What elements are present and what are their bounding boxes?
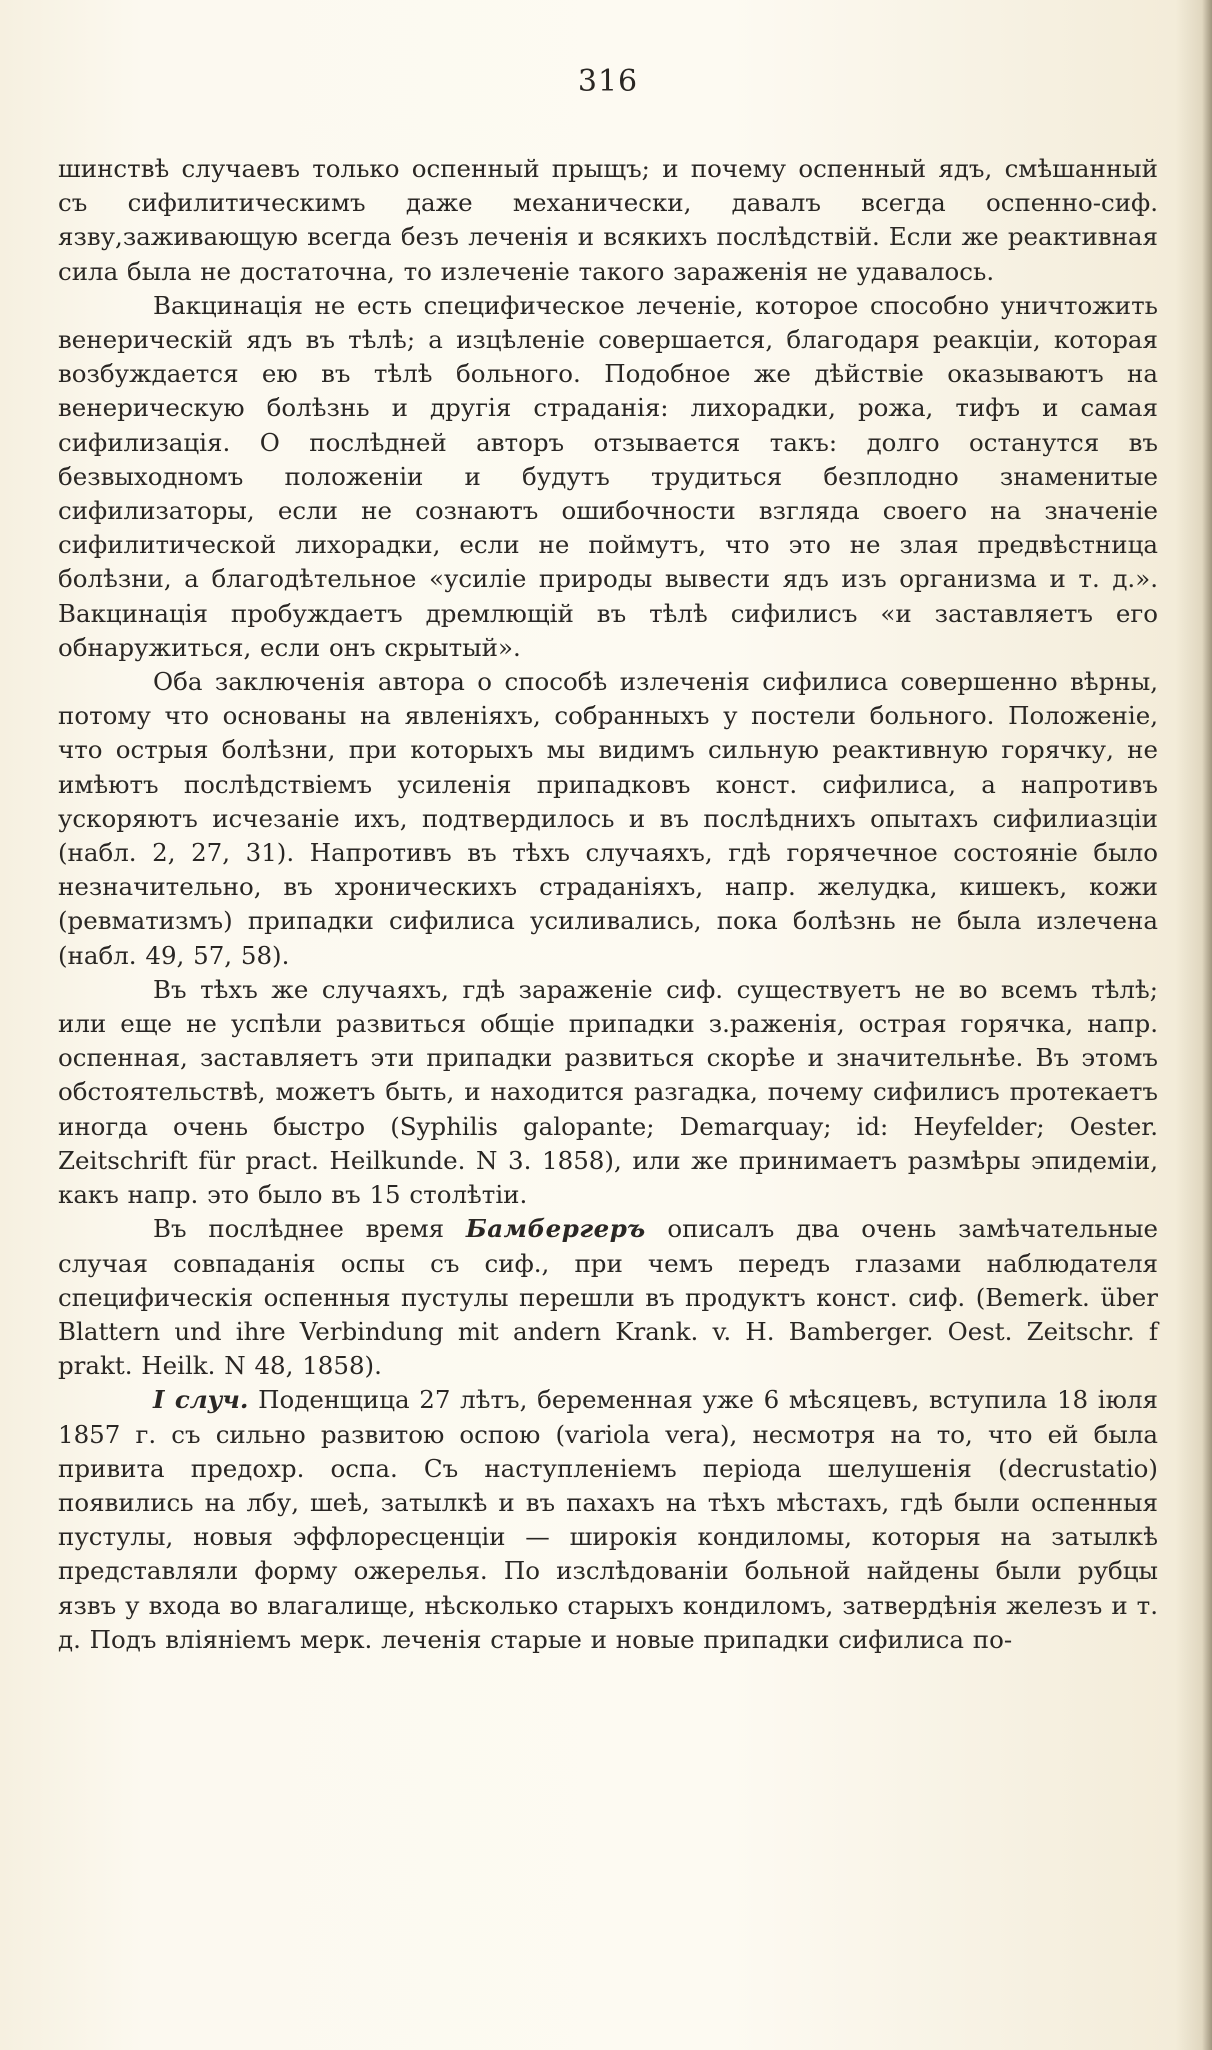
paragraph-6 [58,1383,1158,1657]
paragraph-5-text-a: Въ послѣднее время [153,1214,466,1244]
paragraph-5 [58,1212,1158,1383]
paragraph-5-text-b: описалъ два очень замѣчательные случая совпаданія оспы съ сиф., при чемъ передъ глазами наблюдателя специфическія оспенныя пустулы перешли въ продуктъ конст. сиф. (Bemerk. über Blattern und ihre Verbindung mit andern Krank. v. H. Bamberger. Oest. Zeitschr. f prakt. Heilk. N 48, 1858). [58,1214,1158,1381]
page-edge-shadow [1202,0,1212,2050]
book-page [58,60,1158,1657]
paragraph-1: шинствѣ случаевъ только оспенный прыщъ; и почему оспенный ядъ, смѣшанный съ сифилитическимъ даже механически, давалъ всегда оспенно-сиф. язву,заживающую всегда безъ леченія и всякихъ послѣдствій. Если же реактивная сила была не достаточна, то излеченіе такого зараженія не удавалось. [58,154,1158,286]
paragraph-2: Вакцинація не есть специфическое леченіе, которое способно уничтожить венерическій ядъ въ тѣлѣ; а изцѣленіе совершается, благодаря реакціи, которая возбуждается ею въ тѣлѣ больного. Подобное же дѣйствіе оказываютъ на венерическую болѣзнь и другія страданія: лихорадки, рожа, тифъ и самая сифилизація. О послѣдней авторъ отзывается такъ: долго останутся въ безвыходномъ положеніи и будутъ трудиться безплодно знаменитые сифилизаторы, если не сознаютъ ошибочности взгляда своего на значеніе сифилитической лихорадки, если не поймутъ, что это не злая предвѣстница болѣзни, а благодѣтельное «усиліе природы вывести ядъ изъ организма и т. д.». Вакцинація пробуждаетъ дремлющій въ тѣлѣ сифилисъ «и заставляетъ его обнаружиться, если онъ скрытый». [58,290,1158,662]
paragraph-6-text: Поденщица 27 лѣтъ, беременная уже 6 мѣсяцевъ, вступила 18 іюля 1857 г. съ сильно развитою оспою (variola vera), несмотря на то, что ей была привита предохр. оспа. Съ наступленіемъ періода шелушенія (decrustatio) появились на лбу, шеѣ, затылкѣ и въ пахахъ на тѣхъ мѣстахъ, гдѣ были оспенныя пустулы, новыя эффлоресценціи — широкія кондиломы, которыя на затылкѣ представляли форму ожерелья. По изслѣдованіи больной найдены были рубцы язвъ у входа во влагалище, нѣсколько старыхъ кондиломъ, затвердѣнія железъ и т. д. Подъ вліяніемъ мерк. леченія старые и новые припадки сифилиса по- [58,1385,1158,1654]
page-number: 316 [577,64,639,99]
paragraph-3: Оба заключенія автора о способѣ излеченія сифилиса совершенно вѣрны, потому что основаны на явленіяхъ, собранныхъ у постели больного. Положеніе, что острыя болѣзни, при которыхъ мы видимъ сильную реактивную горячку, не имѣютъ послѣдствіемъ усиленія припадковъ конст. сифилиса, а напротивъ ускоряютъ исчезаніе ихъ, подтвердилось и въ послѣднихъ опытахъ сифилиазціи (набл. 2, 27, 31). Напротивъ въ тѣхъ случаяхъ, гдѣ горячечное состояніе было незначительно, въ хроническихъ страданіяхъ, напр. желудка, кишекъ, кожи (ревматизмъ) припадки сифилиса усиливались, пока болѣзнь не была излечена (набл. 49, 57, 58). [58,667,1158,970]
case-heading: I случ. [153,1385,249,1415]
paragraph-4: Въ тѣхъ же случаяхъ, гдѣ зараженіе сиф. существуетъ не во всемъ тѣлѣ; или еще не успѣли развиться общіе припадки з.раженія, острая горячка, напр. оспенная, заставляетъ эти припадки развиться скорѣе и значительнѣе. Въ этомъ обстоятельствѣ, можетъ быть, и находится разгадка, почему сифилисъ протекаетъ иногда очень быстро (Syphilis galopante; Demarquay; id: Heyfelder; Oester. Zeitschrift für pract. Heilkunde. N 3. 1858), или же принимаетъ размѣры эпидеміи, какъ напр. это было въ 15 столѣтіи. [58,974,1158,1210]
author-name-bamberger: Бамбергеръ [465,1214,646,1244]
